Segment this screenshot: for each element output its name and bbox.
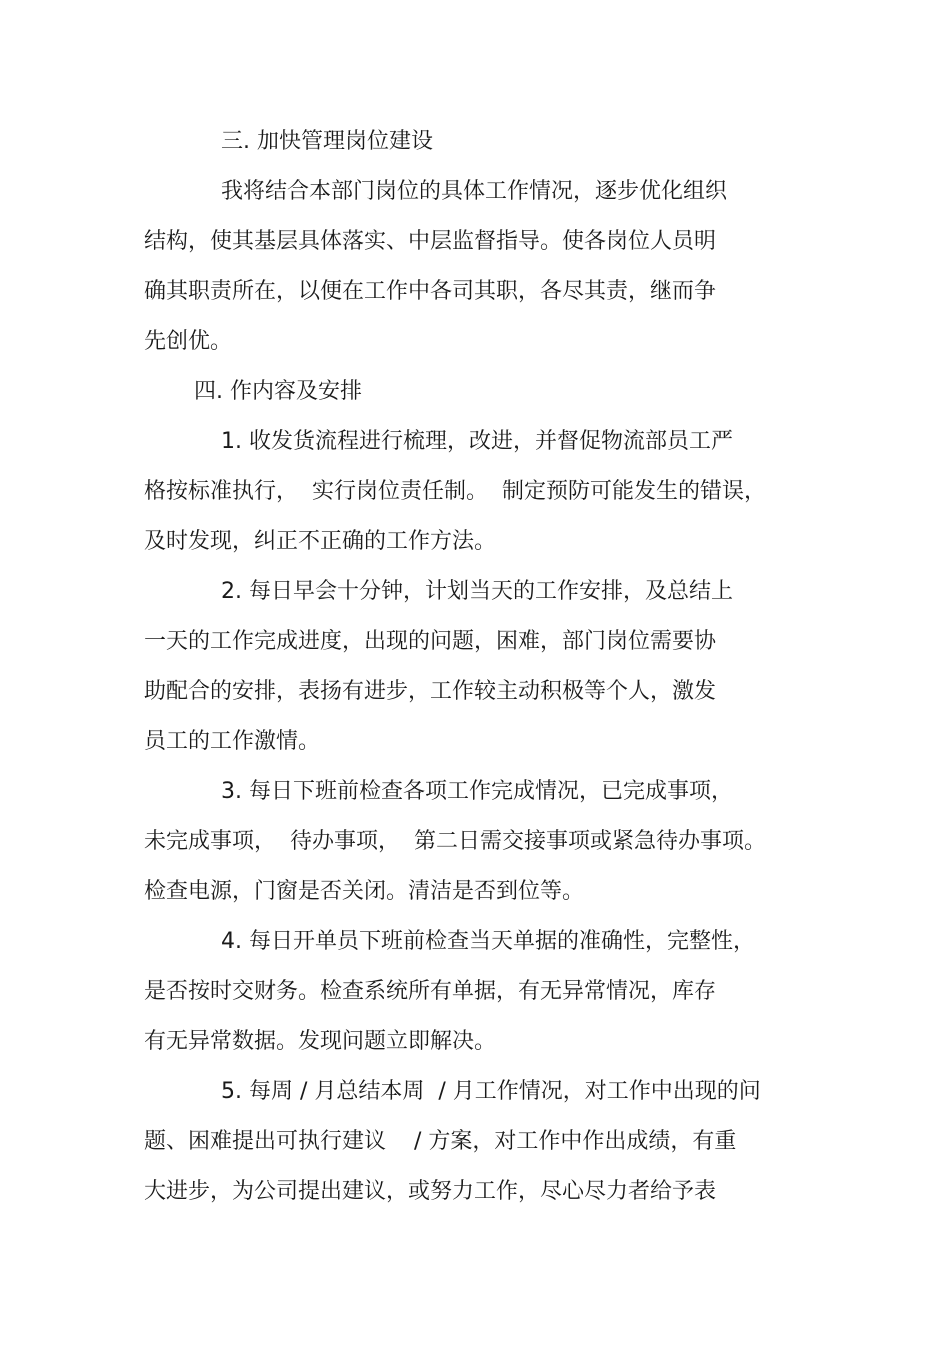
paragraph-line: 确其职责所在，以便在工作中各司其职，各尽其责，继而争 [144, 279, 717, 304]
list-item-2-line: 员工的工作激情。 [144, 729, 321, 754]
list-item-3-line: 检查电源，门窗是否关闭。清洁是否到位等。 [144, 879, 585, 904]
list-item-2-line: 一天的工作完成进度，出现的问题，困难，部门岗位需要协 [144, 629, 717, 654]
paragraph-line: 我将结合本部门岗位的具体工作情况，逐步优化组织 [221, 179, 728, 204]
heading-section-four: 四. 作内容及安排 [194, 379, 362, 404]
list-item-5-line: 题、困难提出可执行建议 / 方案，对工作中作出成绩，有重 [144, 1129, 737, 1154]
list-item-5-line: 大进步，为公司提出建议，或努力工作，尽心尽力者给予表 [144, 1179, 717, 1204]
list-item-4-line: 是否按时交财务。检查系统所有单据，有无异常情况，库存 [144, 979, 717, 1004]
paragraph-line: 先创优。 [144, 329, 233, 354]
list-item-4-line: 有无异常数据。发现问题立即解决。 [144, 1029, 497, 1054]
list-item-1-line: 格按标准执行， 实行岗位责任制。 制定预防可能发生的错误， [144, 479, 766, 504]
list-item-5-line: 5. 每周 / 月总结本周 / 月工作情况，对工作中出现的问 [221, 1079, 761, 1104]
list-item-4-line: 4. 每日开单员下班前检查当天单据的准确性，完整性， [221, 929, 755, 954]
list-item-3-line: 未完成事项， 待办事项， 第二日需交接事项或紧急待办事项。 [144, 829, 766, 854]
paragraph-line: 结构，使其基层具体落实、中层监督指导。使各岗位人员明 [144, 229, 717, 254]
heading-section-three: 三. 加快管理岗位建设 [221, 129, 433, 154]
list-item-3-line: 3. 每日下班前检查各项工作完成情况，已完成事项， [221, 779, 733, 804]
list-item-1-line: 及时发现，纠正不正确的工作方法。 [144, 529, 497, 554]
list-item-2-line: 助配合的安排，表扬有进步，工作较主动积极等个人，激发 [144, 679, 717, 704]
list-item-1-line: 1. 收发货流程进行梳理，改进，并督促物流部员工严 [221, 429, 733, 454]
list-item-2-line: 2. 每日早会十分钟，计划当天的工作安排，及总结上 [221, 579, 733, 604]
